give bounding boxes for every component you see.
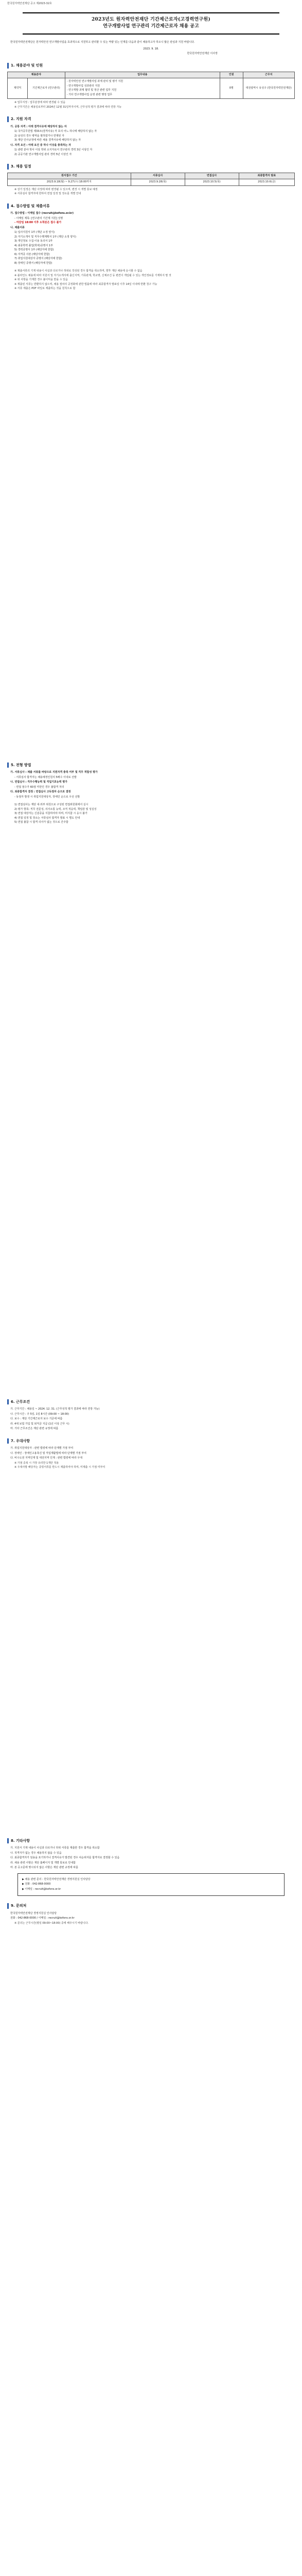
list-item: 가. 근무기간 : 채용일 ~ 2024. 12. 31. (근무성적 평가 결과에 따라 연장 가능) <box>10 1408 100 1411</box>
list-item: 가. 접수방법 : 이메일 접수 (recruit@kofons.or.kr) <box>10 212 74 215</box>
table-cell: 계약직 <box>8 78 28 99</box>
notice-id: 한국원자력안전재단 공고 제2023-32호 <box>7 2 52 5</box>
duty-item: - 기타 연구개발사업 운영 관련 행정 업무 <box>66 93 113 96</box>
table-header: 서류심사 <box>131 173 185 179</box>
list-item: 1) 입사지원서 1부 (재단 소정 양식) <box>14 231 55 234</box>
note-text: ※ 상기 일정은 재단 사정에 따라 변경될 수 있으며, 변경 시 개별 통보 예정 <box>14 188 98 191</box>
note-text: ※ 위 사항을 기재한 경우 불이익을 받을 수 있음 <box>14 278 68 281</box>
list-item: 나. 적격자가 없는 경우 채용하지 않을 수 있음 <box>10 1851 62 1855</box>
table-cell: 기간제근로자 (연구관리) <box>28 78 65 99</box>
note-text: ※ 문의는 근무시간(평일 09:00~18:00) 중에 해주시기 바랍니다. <box>14 1921 88 1925</box>
table-cell: 0명 <box>220 78 243 99</box>
note-text: ※ 제출된 서류는 반환하지 않으며, 채용 절차의 공정화에 관한 법률에 따라 최종합격자 발표일 이후 14일 이내에 반환 청구 가능 <box>14 282 157 286</box>
list-item: 나. 제출서류 <box>10 226 25 229</box>
contact-box <box>17 1873 285 1896</box>
page-spacer <box>7 825 295 1392</box>
note-text: ※ 업무지정 : 업무분장에 따라 변경될 수 있음 <box>14 101 66 104</box>
list-item: - 마감일 18:00 이후 도착분은 접수 불가 <box>14 221 62 224</box>
section-heading-6: 6. 근무조건 <box>7 1399 295 1405</box>
section-heading-1: 1. 채용분야 및 인원 <box>7 63 295 69</box>
table-header: 원서접수 기간 <box>8 173 131 179</box>
note-text: ※ 근무기간은 채용일로부터 2024년 12월 31일까지이며, 근무성적 평가 결과에 따라 연장 가능 <box>14 105 122 109</box>
list-item: 한국원자력안전재단 경영지원실 인사담당 <box>10 1911 57 1915</box>
list-item: 3) 개인정보 수집·이용 동의서 1부 <box>14 240 53 243</box>
list-item: 가. 취업지원대상자 : 관련 법령에 따라 단계별 가점 부여 <box>10 1447 74 1450</box>
list-item: 다. 보수 : 재단 기간제근로자 보수 기준에 따름 <box>10 1417 63 1420</box>
list-item: 나. 근무시간 : 주 5일, 1일 8시간 (09:00 ~ 18:00) <box>10 1412 69 1416</box>
list-item: 2) 자기소개서 및 직무수행계획서 1부 (재단 소정 양식) <box>14 235 76 239</box>
section-heading-3: 3. 채용 일정 <box>7 164 295 170</box>
contact-line: ▶ 채용 관련 문의 : 한국원자력안전재단 경영지원실 인사담당 <box>22 1877 91 1881</box>
note-text: ※ 서류심사 합격자에 한하여 면접 일정 및 장소를 개별 안내 <box>14 192 81 195</box>
note-text: ※ 블라인드 채용에 따라 지원서 및 자기소개서에 출신지역, 가족관계, 학교명, 신체조건 등 편견이 개입될 수 있는 개인정보를 기재하지 말 것 <box>14 274 171 277</box>
list-item: 4) 면접 일정 및 장소는 서류심사 합격자 발표 시 별도 안내 <box>14 816 80 820</box>
intro-text: 한국원자력안전재단은 원자력안전 연구개발사업을 효과적으로 지원하고 관리할 수 있는 역량 있는 인재를 다음과 같이 채용하고자 하오니 많은 관심과 지원 바랍니다. <box>10 40 195 44</box>
page-spacer <box>7 1470 295 1831</box>
schedule-table <box>7 173 295 186</box>
title-box <box>23 12 279 35</box>
section-heading-7: 7. 우대사항 <box>7 1438 295 1444</box>
table-cell: 2023.9.28(목) <box>131 179 185 186</box>
list-item: 1) 면접심사는 재단 내·외부 위원으로 구성된 면접위원회에서 실시 <box>14 803 88 806</box>
duty-item: - 연구개발 과제 협약 및 정산 관련 업무 지원 <box>66 89 117 92</box>
duty-item: - 원자력안전 연구개발사업 과제 관리 및 평가 지원 <box>66 80 123 83</box>
table-row <box>8 179 295 186</box>
table-cell: 2023.10.6(금) <box>239 179 294 186</box>
list-item: 가. 서류심사 : 제출 서류를 바탕으로 지원자격 충족 여부 및 직무 적합성 평가 <box>10 771 98 774</box>
list-item: 라. 4대 보험 가입 및 퇴직금 지급 (1년 이상 근무 시) <box>10 1422 69 1426</box>
table-header: 면접심사 <box>185 173 239 179</box>
list-item: 다. 최종합격자가 임용을 포기하거나 결격사유가 발견된 경우 차순위자를 합격자로 결정할 수 있음 <box>10 1856 120 1859</box>
list-item: 2) 평가 항목: 직무 전문성, 의사소통 능력, 조직 적응력, 책임감 및 성실성 <box>14 807 97 811</box>
list-item: 2) 남성의 경우 병역을 필하였거나 면제된 자 <box>14 134 64 138</box>
note-text: ※ 서류 제출은 PDF 파일로 제출하는 것을 원칙으로 함 <box>14 287 76 290</box>
list-item: 전화 : 042-868-0000 / 이메일 : recruit@kofons.or.kr <box>10 1917 75 1920</box>
table-cell-duties <box>65 78 220 99</box>
list-item: 5) 경력증명서 1부 (해당자에 한함) <box>14 248 54 251</box>
table-header: 채용분야 <box>8 72 65 78</box>
list-item: 8) 장애인 증명서 (해당자에 한함) <box>14 261 52 265</box>
table-cell: 2023.9.18(월) ~ 9.27(수) 18:00까지 <box>8 179 131 186</box>
notice-date: 2023. 9. 18. <box>143 47 159 50</box>
list-item: 4) 최종학력 졸업(학위)증명서 1부 <box>14 244 53 247</box>
list-item: 다. 최종합격자 결정 : 면접심사 고득점자 순으로 결정 <box>10 790 71 793</box>
section-heading-8: 8. 기타사항 <box>7 1838 295 1844</box>
list-item: 3) 면접 대상자는 신분증을 지참하여야 하며, 미지참 시 응시 불가 <box>14 812 87 815</box>
table-cell: 대전광역시 유성구 (한국원자력안전재단) <box>243 78 294 99</box>
list-item: 1) 관련 분야 학사 이상 학위 소지자로서 연구관리 경력 3년 이상인 자 <box>14 148 93 151</box>
list-item: - 서류심사 합격자는 채용예정인원의 5배수 이내로 선발 <box>14 775 77 779</box>
list-item: 7) 취업지원대상자 증명서 (해당자에 한함) <box>14 257 62 260</box>
list-item: 마. 본 공고문에 명시되지 않은 사항은 재단 관련 규정에 따름 <box>10 1866 78 1869</box>
table-row <box>8 78 295 99</box>
list-item: 가. 공통 자격 : 아래 결격사유에 해당하지 않는 자 <box>10 125 67 128</box>
list-item: 5) 면접 불참 시 합격 의사가 없는 것으로 간주함 <box>14 821 68 824</box>
list-item: 2) 공공기관 연구개발사업 관리 경력 5년 이상인 자 <box>14 152 72 156</box>
list-item: 나. 장애인 : 장애인고용촉진 및 직업재활법에 따라 단계별 가점 부여 <box>10 1451 86 1455</box>
table-cell: 2023.10.5(목) <box>185 179 239 186</box>
title-line-1: 2023년도 원자력안전재단 기간제근로자(고경력연구원) <box>91 16 211 22</box>
section-heading-5: 5. 전형 방법 <box>7 762 295 768</box>
list-item: 1) 국가공무원법 제33조(결격사유) 각 호의 어느 하나에 해당하지 않는 자 <box>14 130 97 133</box>
section-heading-4: 4. 접수방법 및 제출서류 <box>7 204 295 209</box>
list-item: 3) 재단 인사규정에 따른 채용 결격사유에 해당하지 않는 자 <box>14 139 81 142</box>
section-heading-2: 2. 지원 자격 <box>7 116 295 122</box>
section-heading-9: 9. 문의처 <box>7 1903 295 1909</box>
note-text: ※ 우대사항 해당자는 증빙서류를 반드시 제출하여야 하며, 미제출 시 가점 미부여 <box>14 1466 105 1469</box>
duty-item: - 연구개발사업 성과관리 지원 <box>66 84 100 88</box>
list-item: 가. 지원서 기재 내용이 사실과 다르거나 허위 서류를 제출한 경우 합격을 취소함 <box>10 1846 100 1850</box>
title-line-2: 연구개발사업 연구관리 기간제근로자 채용 공고 <box>103 24 199 29</box>
list-item: 마. 기타 근무조건은 재단 관련 규정에 따름 <box>10 1427 59 1430</box>
table-header: 인원 <box>220 72 243 78</box>
page-spacer <box>7 292 295 755</box>
list-item: 라. 채용 관련 사항은 재단 홈페이지 및 개별 통보로 안내함 <box>10 1861 76 1865</box>
list-item: 나. 면접심사 : 직무수행능력 및 직업기초능력 평가 <box>10 781 67 784</box>
table-header: 최종합격자 발표 <box>239 173 294 179</box>
list-item: - 동점자 발생 시 취업지원대상자, 장애인 순으로 우선 선발 <box>14 795 80 799</box>
table-header: 근무지 <box>243 72 294 78</box>
contact-line: ▶ 전화 : 042-868-0000 <box>22 1883 51 1886</box>
note-text: ※ 제출서류의 기재 내용이 사실과 다르거나 허위로 작성된 경우 합격을 취소하며, 향후 재단 채용에 응시할 수 없음 <box>14 269 143 273</box>
table-header: 업무내용 <box>65 72 220 78</box>
list-item: 6) 자격증 사본 (해당자에 한함) <box>14 252 50 256</box>
notice-org: 한국원자력안전재단 이사장 <box>187 52 218 55</box>
contact-line: ▶ 이메일 : recruit@kofons.or.kr <box>22 1887 61 1891</box>
list-item: - 면접 점수가 60점 미만인 경우 불합격 처리 <box>14 785 64 789</box>
list-item: 다. 비수도권 지역인재 및 대전지역 인재 : 관련 법령에 따라 우대 <box>10 1456 82 1460</box>
recruit-field-table <box>7 72 295 99</box>
list-item: 나. 자격 요건 : 아래 요건 중 하나 이상을 충족하는 자 <box>10 143 71 147</box>
list-item: - 이메일 제목: [연구관리 기간제 지원] 성명 <box>14 216 63 220</box>
note-text: ※ 가점 중복 시 가장 유리한 1개만 적용 <box>14 1461 59 1465</box>
